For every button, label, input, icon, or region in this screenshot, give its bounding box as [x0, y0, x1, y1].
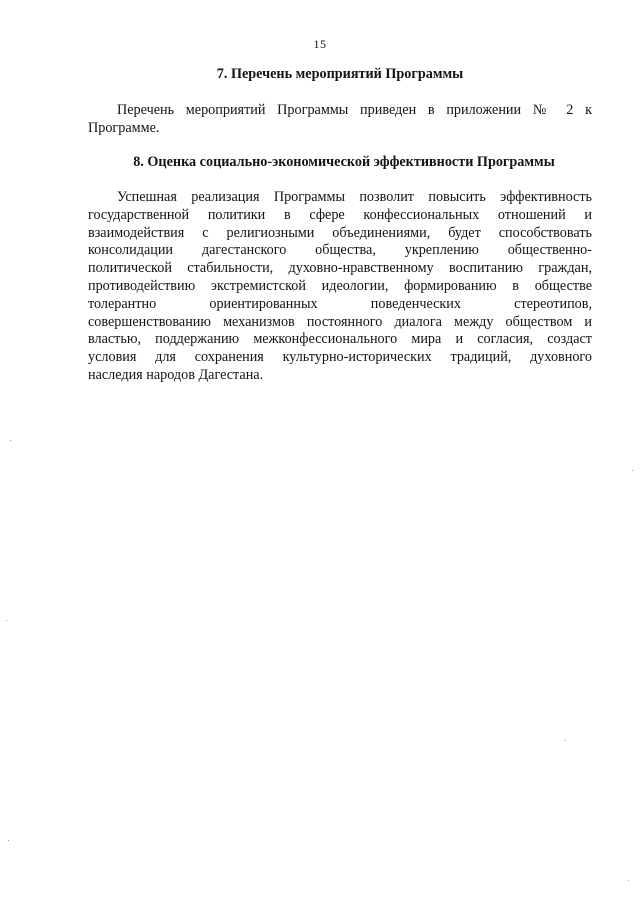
- paragraph-line: противодействию экстремистской идеологии, формированию в обществе: [88, 277, 592, 294]
- scan-speck: [10, 440, 11, 441]
- paragraph-line: политической стабильности, духовно-нравственному воспитанию граждан,: [88, 260, 592, 277]
- paragraph-line: условия для сохранения культурно-исторических традиций, духовного: [88, 349, 592, 366]
- scan-speck: [565, 740, 566, 741]
- paragraph-line: наследия народов Дагестана.: [88, 366, 264, 383]
- paragraph-line: государственной политики в сфере конфессиональных отношений и: [88, 206, 592, 223]
- scan-speck: [8, 840, 9, 841]
- paragraph-line: консолидации дагестанского общества, укреплению общественно-: [88, 242, 592, 259]
- paragraph-line: совершенствованию механизмов постоянного диалога между обществом и: [88, 313, 592, 330]
- section-8-paragraph: [88, 189, 592, 385]
- paragraph-line: взаимодействия с религиозными объединениями, будет способствовать: [88, 224, 592, 241]
- scan-speck: [6, 620, 7, 621]
- section-7-paragraph: [88, 102, 592, 138]
- paragraph-line: Перечень мероприятий Программы приведен в приложении № 2 к: [117, 102, 592, 118]
- paragraph-line: властью, поддержанию межконфессионального мира и согласия, создаст: [88, 331, 592, 348]
- section-7-heading: 7. Перечень мероприятий Программы: [216, 66, 464, 82]
- scan-speck: [628, 880, 629, 881]
- section-8-heading: 8. Оценка социально-экономической эффективности Программы: [133, 154, 555, 170]
- paragraph-line: Программе.: [88, 119, 160, 136]
- paragraph-line: Успешная реализация Программы позволит повысить эффективность: [117, 189, 592, 205]
- page-number: 15: [313, 37, 327, 51]
- scan-speck: [632, 470, 633, 471]
- paragraph-line: толерантно ориентированных поведенческих стереотипов,: [88, 295, 592, 312]
